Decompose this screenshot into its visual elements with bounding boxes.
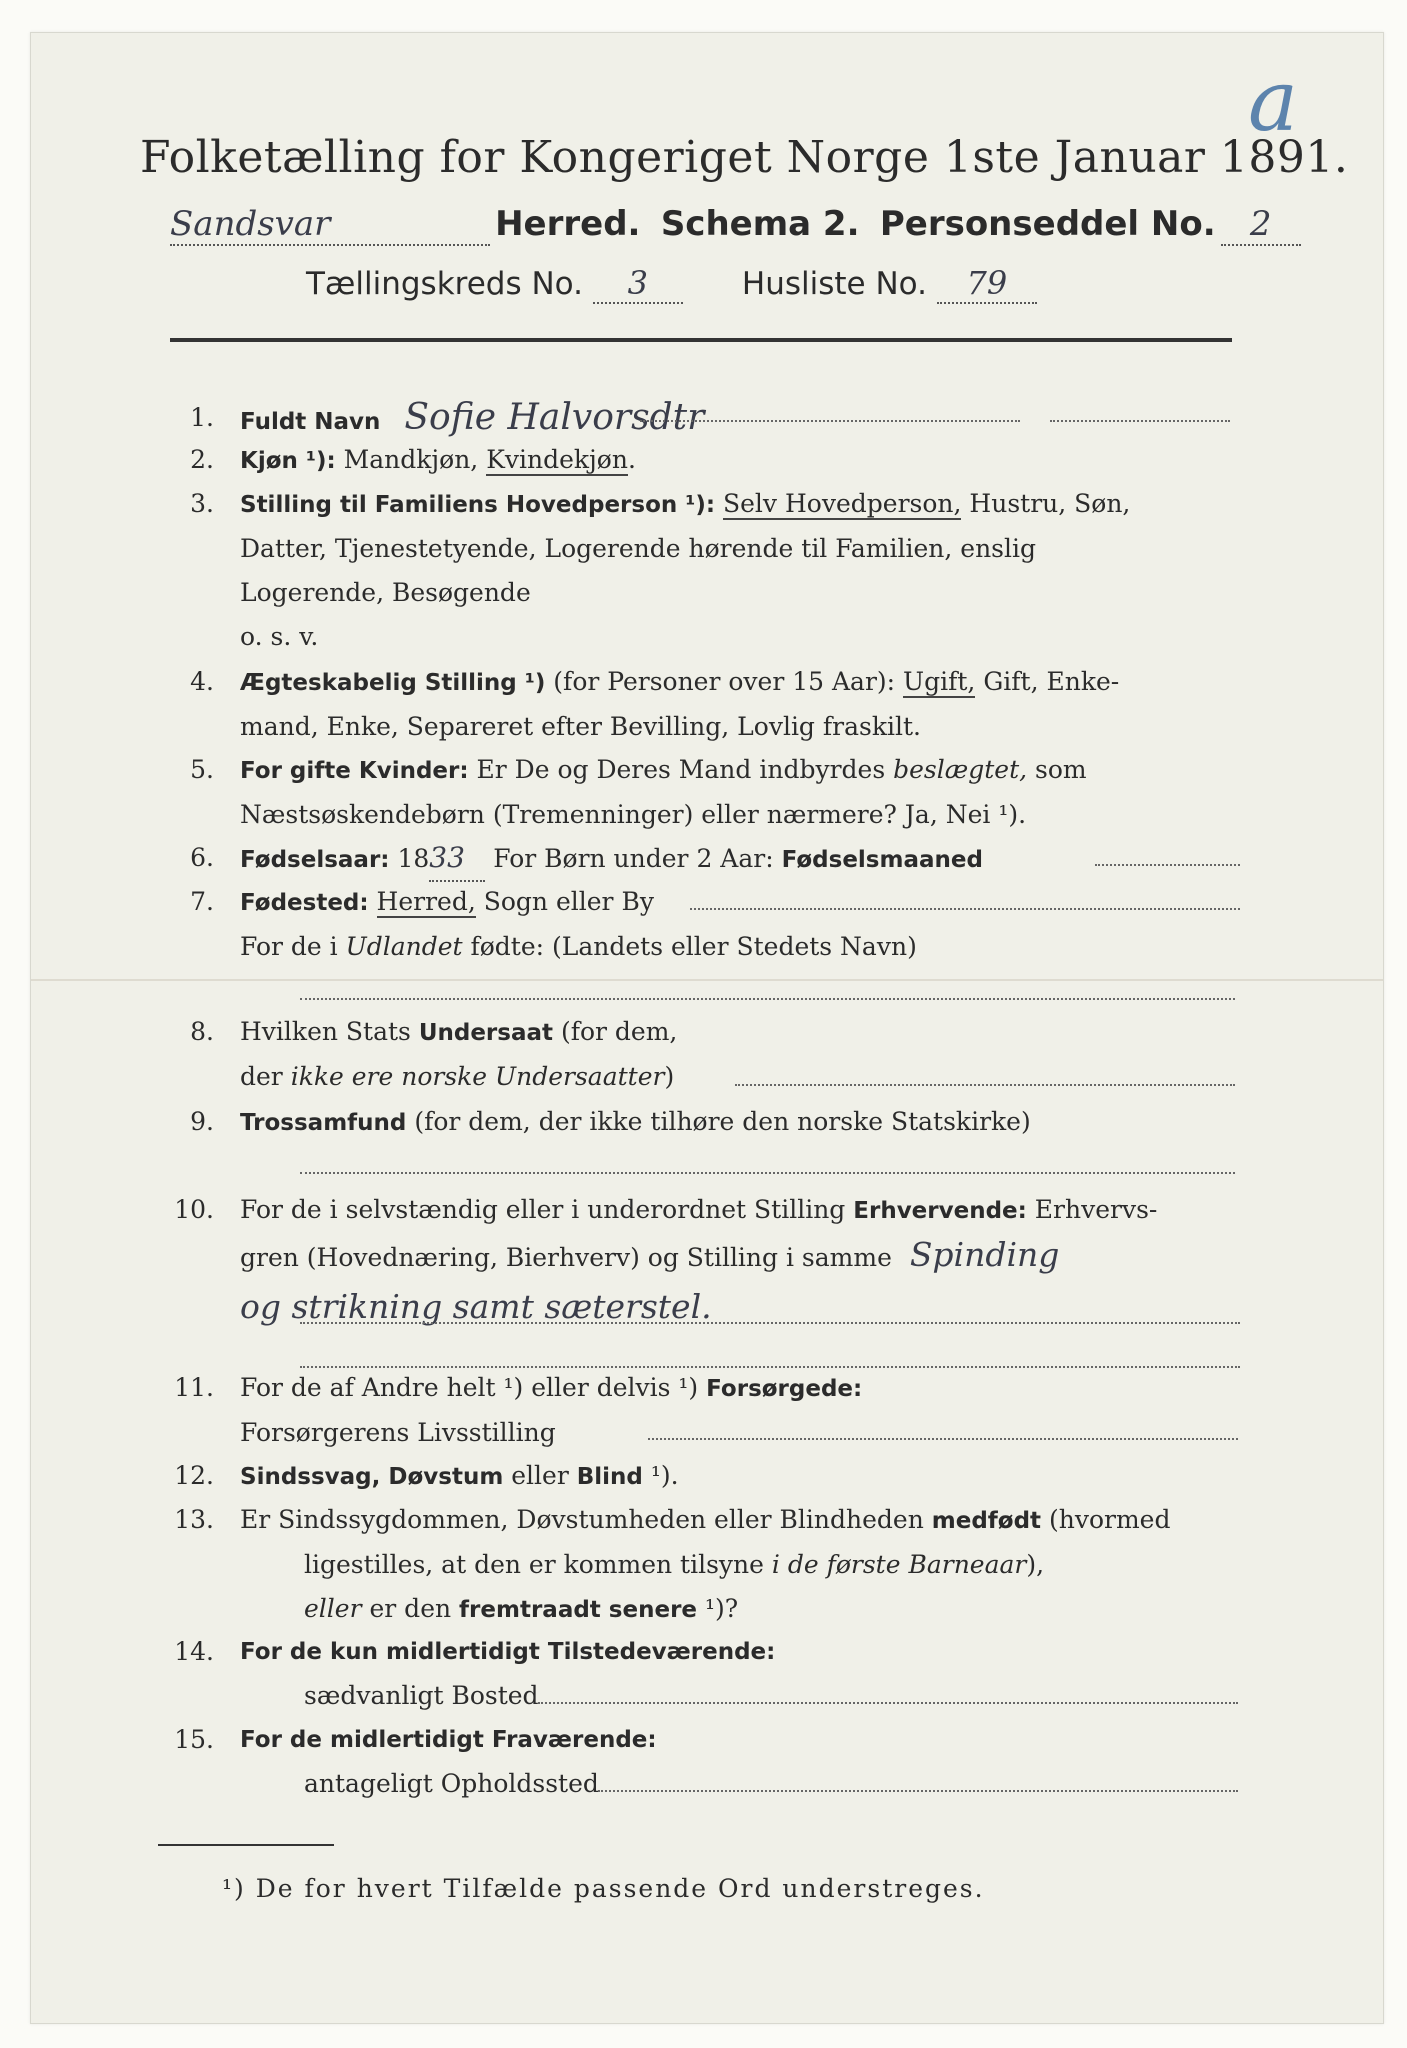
item-number: 15. (174, 1725, 214, 1754)
temporary-absent-label: For de midlertidigt Fraværende: (240, 1727, 657, 1753)
congenital-text-3: er den (361, 1594, 460, 1623)
family-position-options-2: Datter, Tjenestetyende, Logerende hørende til Familien, enslig (240, 534, 1037, 563)
occupation-text-2: gren (Hovednæring, Bierhverv) og Stilling i samme (240, 1243, 892, 1272)
sex-option-female[interactable]: Kvindekjøn (486, 445, 628, 474)
usual-residence-fill[interactable] (538, 1702, 1238, 1704)
item-number: 6. (190, 843, 214, 872)
family-position-options-4: o. s. v. (240, 622, 319, 651)
married-women-question-2: Næstsøskendebørn (Tremenninger) eller nærmere? Ja, Nei ¹). (240, 800, 1027, 829)
taellingskreds-value[interactable]: 3 (593, 264, 683, 304)
congenital-text-3-end: ¹)? (697, 1594, 739, 1623)
birthplace-options: Sogn eller By (475, 887, 654, 916)
husliste-value[interactable]: 79 (937, 264, 1037, 304)
item-number: 13. (174, 1505, 214, 1534)
supported-text: For de af Andre helt ¹) eller delvis ¹) (240, 1373, 707, 1402)
provider-occupation-fill[interactable] (648, 1438, 1238, 1440)
disability-or: eller (503, 1461, 577, 1490)
disability-label: Sindssvag, Døvstum (240, 1464, 504, 1490)
herred-line (170, 204, 1301, 246)
marital-status-label: Ægteskabelig Stilling ¹) (240, 670, 546, 696)
birth-month-label: Fødselsmaaned (781, 847, 983, 873)
occupation-value-1[interactable]: Spinding (909, 1235, 1060, 1274)
married-women-question-end: som (1027, 755, 1087, 784)
family-position-label: Stilling til Familiens Hovedperson ¹): (240, 492, 716, 518)
blind-label: Blind (576, 1464, 643, 1490)
abroad-italic: Udlandet (345, 932, 463, 961)
husliste-label: Husliste No. (741, 266, 927, 302)
temporary-present-label: For de kun midlertidigt Tilstedeværende: (240, 1639, 776, 1665)
marital-status-options-2: mand, Enke, Separeret efter Bevilling, Lovlig fraskilt. (240, 712, 921, 741)
nationality-text: Hvilken Stats (240, 1017, 419, 1046)
congenital-label: medfødt (931, 1508, 1042, 1534)
nationality-note-end: ) (664, 1062, 675, 1091)
later-onset-label: fremtraadt senere (459, 1597, 698, 1623)
congenital-italic: i de første Barneaar (771, 1550, 1027, 1579)
item-number: 11. (174, 1373, 214, 1402)
birthplace-selected[interactable]: Herred, (376, 887, 476, 916)
page-fold (31, 979, 1383, 981)
header-rule (170, 338, 1232, 342)
item-number: 5. (190, 755, 214, 784)
nationality-italic: ikke ere norske Undersaatter (290, 1062, 665, 1091)
personseddel-label: Personseddel No. (879, 204, 1216, 244)
birthplace-label: Fødested: (240, 890, 369, 916)
supported-label: Forsørgede: (706, 1376, 863, 1402)
probable-residence-label: antageligt Opholdssted (304, 1769, 599, 1798)
herred-value[interactable]: Sandsvar (170, 204, 490, 246)
footnote: ¹) De for hvert Tilfælde passende Ord understreges. (222, 1874, 985, 1903)
occupation-text: For de i selvstændig eller i underordnet Stilling (240, 1195, 854, 1224)
occupation-value-2[interactable]: og strikning samt sæterstel. (240, 1287, 712, 1326)
footnote-rule (158, 1844, 334, 1846)
nationality-note-2: der (240, 1062, 291, 1091)
congenital-text-end: (hvormed (1041, 1505, 1171, 1534)
full-name-value[interactable]: Sofie Halvorsdtr (404, 397, 705, 438)
birth-month-note: For Børn under 2 Aar: (485, 844, 782, 873)
family-position-options: Hustru, Søn, (961, 489, 1131, 518)
item-number: 10. (174, 1195, 214, 1224)
abroad-text-end: fødte: (Landets eller Stedets Navn) (462, 932, 917, 961)
taellingskreds-line (306, 264, 1037, 304)
marital-status-options: Gift, Enke- (975, 667, 1120, 696)
family-position-options-3: Logerende, Besøgende (240, 578, 531, 607)
birthplace-fill[interactable] (690, 908, 1240, 910)
married-women-italic: beslægtet, (893, 755, 1028, 784)
nationality-note: (for dem, (553, 1017, 678, 1046)
sex-label: Kjøn ¹): (240, 448, 336, 474)
full-name-fill (640, 420, 1020, 422)
married-women-label: For gifte Kvinder: (240, 758, 469, 784)
birth-month-fill[interactable] (1095, 864, 1240, 866)
punct: . (627, 445, 636, 474)
taellingskreds-label: Tællingskreds No. (306, 266, 583, 302)
item-number: 4. (190, 667, 214, 696)
full-name-fill-end (1050, 420, 1230, 422)
form-title: Folketælling for Kongeriget Norge 1ste Januar 1891. (140, 132, 1349, 183)
congenital-text: Er Sindssygdommen, Døvstumheden eller Blindheden (240, 1505, 932, 1534)
religion-fill[interactable] (300, 1172, 1235, 1174)
probable-residence-fill[interactable] (598, 1790, 1238, 1792)
corner-mark: a (1248, 52, 1299, 150)
item-number: 9. (190, 1107, 214, 1136)
disability-footnote-ref: ¹). (642, 1461, 679, 1490)
full-name-label: Fuldt Navn (240, 409, 381, 435)
congenital-or: eller (304, 1594, 362, 1623)
religion-label: Trossamfund (240, 1110, 407, 1136)
item-number: 3. (190, 489, 214, 518)
occupation-fill-2 (300, 1322, 1240, 1324)
item-number: 1. (190, 403, 214, 432)
sex-option-male[interactable]: Mandkjøn, (335, 445, 487, 474)
abroad-fill[interactable] (300, 998, 1235, 1000)
married-women-question: Er De og Deres Mand indbyrdes (468, 755, 894, 784)
congenital-text-2: ligestilles, at den er kommen tilsyne (304, 1550, 772, 1579)
item-number: 14. (174, 1637, 214, 1666)
item-number: 7. (190, 887, 214, 916)
item-number: 12. (174, 1461, 214, 1490)
occupation-label: Erhvervende: (853, 1198, 1027, 1224)
item-number: 2. (190, 445, 214, 474)
religion-note: (for dem, der ikke tilhøre den norske Statskirke) (406, 1107, 1031, 1136)
provider-occupation-label: Forsørgerens Livsstilling (240, 1418, 556, 1447)
usual-residence-label: sædvanligt Bosted (304, 1681, 539, 1710)
nationality-fill[interactable] (735, 1084, 1235, 1086)
birth-year-label: Fødselsaar: (240, 847, 390, 873)
personseddel-value[interactable]: 2 (1221, 204, 1301, 246)
marital-status-note: (for Personer over 15 Aar): (545, 667, 904, 696)
nationality-label: Undersaat (418, 1020, 553, 1046)
item-number: 8. (190, 1017, 214, 1046)
congenital-text-2-end: ), (1026, 1550, 1045, 1579)
herred-label: Herred. (495, 204, 641, 244)
marital-status-selected[interactable]: Ugift, (903, 667, 976, 696)
schema-label: Schema 2. (660, 204, 860, 244)
birth-year-prefix: 18 (389, 844, 430, 873)
family-position-selected[interactable]: Selv Hovedperson, (723, 489, 962, 518)
birth-year-value[interactable]: 33 (429, 836, 485, 882)
occupation-text-end: Erhvervs- (1026, 1195, 1158, 1224)
abroad-text: For de i (240, 932, 346, 961)
